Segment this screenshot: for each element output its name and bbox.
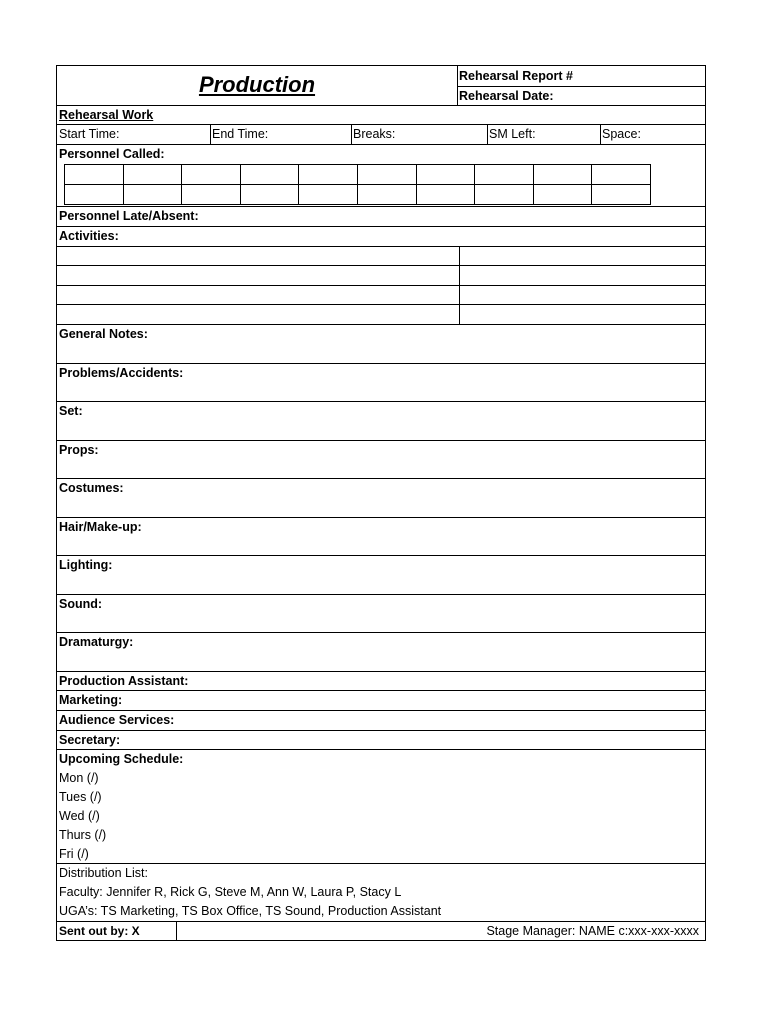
grid-cell[interactable]: [475, 165, 534, 185]
rule: [600, 124, 601, 144]
rule: [57, 921, 705, 922]
rule: [57, 863, 705, 864]
grid-cell[interactable]: [533, 185, 592, 205]
start-time-label: Start Time:: [59, 127, 120, 141]
general-notes-label: General Notes:: [59, 327, 148, 341]
set-label: Set:: [59, 404, 83, 418]
costumes-label: Costumes:: [59, 481, 124, 495]
sent-out-by: Sent out by: X: [59, 924, 140, 938]
activities-column-divider: [459, 246, 460, 325]
grid-cell[interactable]: [357, 185, 416, 205]
grid-cell[interactable]: [475, 185, 534, 205]
schedule-day-thurs: Thurs (/): [59, 828, 107, 842]
schedule-day-wed: Wed (/): [59, 809, 100, 823]
problems-accidents-label: Problems/Accidents:: [59, 366, 184, 380]
rehearsal-work-heading: Rehearsal Work: [59, 108, 154, 122]
grid-cell[interactable]: [182, 185, 241, 205]
grid-cell[interactable]: [357, 165, 416, 185]
rule: [57, 594, 705, 595]
rule: [57, 124, 705, 125]
production-assistant-label: Production Assistant:: [59, 674, 189, 688]
rehearsal-date-label: Rehearsal Date:: [459, 89, 554, 103]
report-number-label: Rehearsal Report #: [459, 69, 573, 83]
grid-cell[interactable]: [65, 185, 124, 205]
rule: [57, 324, 705, 325]
distribution-list-heading: Distribution List:: [59, 866, 148, 880]
grid-cell[interactable]: [123, 185, 182, 205]
marketing-label: Marketing:: [59, 693, 123, 707]
grid-cell[interactable]: [182, 165, 241, 185]
footer-divider: [176, 921, 177, 940]
grid-row: [65, 165, 651, 185]
grid-row: [65, 185, 651, 205]
grid-cell[interactable]: [299, 165, 358, 185]
personnel-late-absent-label: Personnel Late/Absent:: [59, 209, 199, 223]
rule: [57, 105, 705, 106]
rule: [57, 517, 705, 518]
rule: [57, 440, 705, 441]
rehearsal-report-form: [56, 65, 706, 941]
upcoming-schedule-heading: Upcoming Schedule:: [59, 752, 184, 766]
rule: [57, 304, 705, 305]
schedule-day-mon: Mon (/): [59, 771, 99, 785]
lighting-label: Lighting:: [59, 558, 113, 572]
grid-cell[interactable]: [299, 185, 358, 205]
grid-cell[interactable]: [123, 165, 182, 185]
audience-services-label: Audience Services:: [59, 713, 175, 727]
distribution-faculty: Faculty: Jennifer R, Rick G, Steve M, Ann W, Laura P, Stacy L: [59, 885, 402, 899]
rule: [57, 478, 705, 479]
grid-cell[interactable]: [65, 165, 124, 185]
rule: [57, 632, 705, 633]
breaks-label: Breaks:: [353, 127, 396, 141]
grid-cell[interactable]: [592, 185, 651, 205]
rule: [57, 671, 705, 672]
hair-makeup-label: Hair/Make-up:: [59, 520, 142, 534]
sm-left-label: SM Left:: [489, 127, 536, 141]
rule: [57, 285, 705, 286]
rule: [57, 206, 705, 207]
space-label: Space:: [602, 127, 641, 141]
personnel-called-label: Personnel Called:: [59, 147, 165, 161]
grid-cell[interactable]: [240, 185, 299, 205]
rule: [57, 555, 705, 556]
rule: [210, 124, 211, 144]
sound-label: Sound:: [59, 597, 103, 611]
rule: [57, 144, 705, 145]
rule: [351, 124, 352, 144]
grid-cell[interactable]: [592, 165, 651, 185]
schedule-day-fri: Fri (/): [59, 847, 89, 861]
rule: [57, 730, 705, 731]
grid-cell[interactable]: [533, 165, 592, 185]
rule: [487, 124, 488, 144]
grid-cell[interactable]: [416, 165, 475, 185]
stage-manager-contact: Stage Manager: NAME c:xxx-xxx-xxxx: [486, 924, 699, 938]
rule: [57, 749, 705, 750]
rule: [57, 710, 705, 711]
form-title: Production: [198, 72, 316, 97]
schedule-day-tues: Tues (/): [59, 790, 102, 804]
dramaturgy-label: Dramaturgy:: [59, 635, 134, 649]
grid-cell[interactable]: [416, 185, 475, 205]
rule: [57, 265, 705, 266]
personnel-called-grid: [64, 164, 651, 205]
grid-cell[interactable]: [240, 165, 299, 185]
rule: [57, 226, 705, 227]
distribution-ugas: UGA’s: TS Marketing, TS Box Office, TS Sound, Production Assistant: [59, 904, 442, 918]
rule: [57, 363, 705, 364]
props-label: Props:: [59, 443, 99, 457]
rule: [57, 690, 705, 691]
activities-label: Activities:: [59, 229, 119, 243]
secretary-label: Secretary:: [59, 733, 121, 747]
rule: [57, 246, 705, 247]
end-time-label: End Time:: [212, 127, 269, 141]
header-inner-divider: [457, 86, 705, 87]
rule: [57, 401, 705, 402]
